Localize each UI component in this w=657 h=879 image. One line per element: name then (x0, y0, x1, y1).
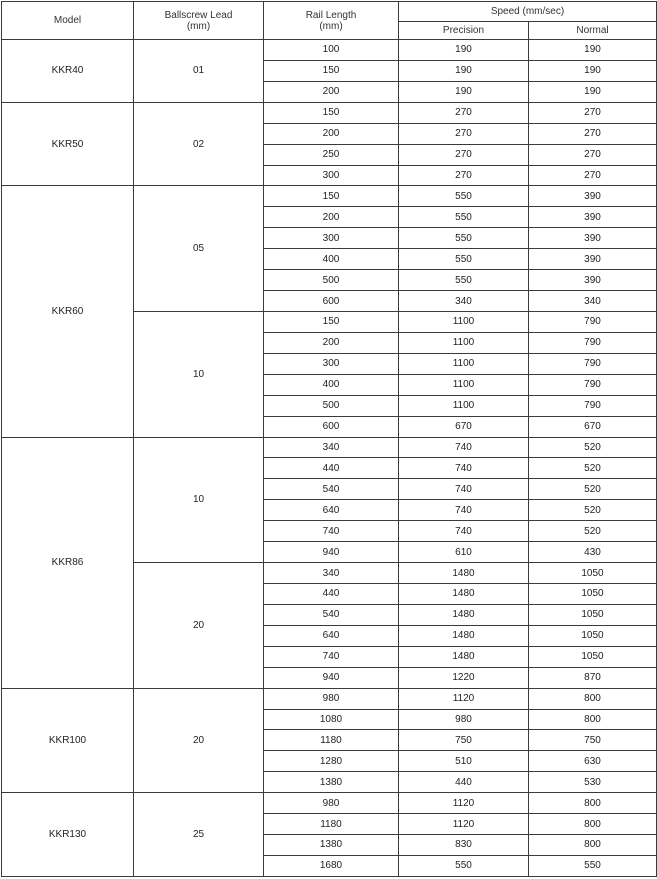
precision-speed-cell: 740 (399, 437, 529, 458)
normal-speed-cell: 800 (529, 688, 657, 709)
rail-length-cell: 980 (264, 688, 399, 709)
normal-speed-cell: 1050 (529, 646, 657, 667)
precision-speed-cell: 1100 (399, 311, 529, 332)
precision-speed-cell: 190 (399, 60, 529, 81)
precision-speed-cell: 1220 (399, 667, 529, 688)
rail-length-cell: 340 (264, 563, 399, 584)
header-ballscrew-lead-label: Ballscrew Lead (164, 9, 233, 21)
header-normal: Normal (529, 22, 657, 40)
rail-length-cell: 600 (264, 416, 399, 437)
table-row (2, 437, 657, 458)
model-cell: KKR100 (2, 688, 134, 793)
normal-speed-cell: 1050 (529, 583, 657, 604)
precision-speed-cell: 550 (399, 186, 529, 207)
ballscrew-lead-cell: 01 (134, 40, 264, 103)
rail-length-cell: 500 (264, 270, 399, 291)
precision-speed-cell: 340 (399, 291, 529, 312)
precision-speed-cell: 1480 (399, 646, 529, 667)
precision-speed-cell: 550 (399, 228, 529, 249)
rail-length-cell: 1080 (264, 709, 399, 730)
precision-speed-cell: 550 (399, 207, 529, 228)
normal-speed-cell: 800 (529, 835, 657, 856)
normal-speed-cell: 520 (529, 521, 657, 542)
precision-speed-cell: 550 (399, 855, 529, 876)
precision-speed-cell: 670 (399, 416, 529, 437)
rail-length-cell: 300 (264, 353, 399, 374)
precision-speed-cell: 190 (399, 40, 529, 61)
precision-speed-cell: 270 (399, 144, 529, 165)
rail-length-cell: 1680 (264, 855, 399, 876)
precision-speed-cell: 270 (399, 165, 529, 186)
normal-speed-cell: 190 (529, 60, 657, 81)
normal-speed-cell: 390 (529, 207, 657, 228)
rail-length-cell: 440 (264, 458, 399, 479)
rail-length-cell: 150 (264, 311, 399, 332)
normal-speed-cell: 790 (529, 353, 657, 374)
precision-speed-cell: 610 (399, 542, 529, 563)
normal-speed-cell: 390 (529, 228, 657, 249)
precision-speed-cell: 1100 (399, 395, 529, 416)
rail-length-cell: 400 (264, 374, 399, 395)
precision-speed-cell: 1480 (399, 563, 529, 584)
table-row (2, 688, 657, 709)
table-row (2, 186, 657, 207)
model-cell: KKR40 (2, 40, 134, 103)
precision-speed-cell: 550 (399, 270, 529, 291)
rail-length-cell: 150 (264, 186, 399, 207)
precision-speed-cell: 1100 (399, 374, 529, 395)
normal-speed-cell: 390 (529, 270, 657, 291)
normal-speed-cell: 1050 (529, 604, 657, 625)
normal-speed-cell: 550 (529, 855, 657, 876)
table-row (2, 793, 657, 814)
precision-speed-cell: 740 (399, 500, 529, 521)
normal-speed-cell: 750 (529, 730, 657, 751)
header-rail-length (264, 2, 399, 40)
rail-length-cell: 200 (264, 207, 399, 228)
normal-speed-cell: 520 (529, 479, 657, 500)
rail-length-cell: 1180 (264, 814, 399, 835)
normal-speed-cell: 520 (529, 437, 657, 458)
rail-length-cell: 940 (264, 542, 399, 563)
ballscrew-lead-cell: 25 (134, 793, 264, 877)
rail-length-cell: 1380 (264, 835, 399, 856)
header-rail-length-unit: (mm) (319, 20, 343, 32)
ballscrew-lead-cell: 10 (134, 311, 264, 437)
rail-length-cell: 340 (264, 437, 399, 458)
rail-length-cell: 740 (264, 646, 399, 667)
precision-speed-cell: 980 (399, 709, 529, 730)
rail-length-cell: 600 (264, 291, 399, 312)
rail-length-cell: 1280 (264, 751, 399, 772)
table-row (2, 102, 657, 123)
rail-length-cell: 500 (264, 395, 399, 416)
normal-speed-cell: 800 (529, 793, 657, 814)
normal-speed-cell: 270 (529, 165, 657, 186)
rail-length-cell: 300 (264, 228, 399, 249)
rail-length-cell: 540 (264, 604, 399, 625)
normal-speed-cell: 870 (529, 667, 657, 688)
normal-speed-cell: 790 (529, 311, 657, 332)
table-body (2, 40, 657, 877)
rail-length-cell: 540 (264, 479, 399, 500)
precision-speed-cell: 1480 (399, 583, 529, 604)
normal-speed-cell: 390 (529, 249, 657, 270)
precision-speed-cell: 510 (399, 751, 529, 772)
precision-speed-cell: 1100 (399, 353, 529, 374)
rail-length-cell: 250 (264, 144, 399, 165)
ballscrew-lead-cell: 20 (134, 688, 264, 793)
header-ballscrew-lead (134, 2, 264, 40)
precision-speed-cell: 740 (399, 479, 529, 500)
rail-length-cell: 940 (264, 667, 399, 688)
normal-speed-cell: 670 (529, 416, 657, 437)
normal-speed-cell: 530 (529, 772, 657, 793)
normal-speed-cell: 520 (529, 500, 657, 521)
precision-speed-cell: 1100 (399, 332, 529, 353)
precision-speed-cell: 550 (399, 249, 529, 270)
precision-speed-cell: 440 (399, 772, 529, 793)
normal-speed-cell: 190 (529, 81, 657, 102)
normal-speed-cell: 270 (529, 123, 657, 144)
rail-length-cell: 640 (264, 625, 399, 646)
rail-length-cell: 1180 (264, 730, 399, 751)
header-model: Model (2, 2, 134, 40)
normal-speed-cell: 790 (529, 395, 657, 416)
normal-speed-cell: 790 (529, 374, 657, 395)
normal-speed-cell: 430 (529, 542, 657, 563)
table-header (2, 2, 657, 40)
rail-length-cell: 400 (264, 249, 399, 270)
table-row (2, 40, 657, 61)
precision-speed-cell: 1120 (399, 793, 529, 814)
normal-speed-cell: 340 (529, 291, 657, 312)
rail-length-cell: 440 (264, 583, 399, 604)
precision-speed-cell: 190 (399, 81, 529, 102)
rail-length-cell: 740 (264, 521, 399, 542)
precision-speed-cell: 750 (399, 730, 529, 751)
normal-speed-cell: 270 (529, 144, 657, 165)
rail-length-cell: 150 (264, 60, 399, 81)
ballscrew-lead-cell: 10 (134, 437, 264, 563)
header-speed: Speed (mm/sec) (399, 2, 657, 22)
normal-speed-cell: 390 (529, 186, 657, 207)
precision-speed-cell: 740 (399, 458, 529, 479)
model-cell: KKR86 (2, 437, 134, 688)
precision-speed-cell: 270 (399, 102, 529, 123)
normal-speed-cell: 190 (529, 40, 657, 61)
rail-length-cell: 1380 (264, 772, 399, 793)
rail-length-cell: 200 (264, 123, 399, 144)
rail-length-cell: 150 (264, 102, 399, 123)
normal-speed-cell: 520 (529, 458, 657, 479)
precision-speed-cell: 740 (399, 521, 529, 542)
normal-speed-cell: 800 (529, 709, 657, 730)
precision-speed-cell: 1120 (399, 688, 529, 709)
normal-speed-cell: 1050 (529, 625, 657, 646)
header-precision: Precision (399, 22, 529, 40)
ballscrew-lead-cell: 02 (134, 102, 264, 186)
precision-speed-cell: 1480 (399, 625, 529, 646)
ballscrew-lead-cell: 05 (134, 186, 264, 312)
rail-length-cell: 980 (264, 793, 399, 814)
precision-speed-cell: 1480 (399, 604, 529, 625)
ballscrew-lead-cell: 20 (134, 563, 264, 689)
normal-speed-cell: 1050 (529, 563, 657, 584)
model-cell: KKR50 (2, 102, 134, 186)
precision-speed-cell: 270 (399, 123, 529, 144)
normal-speed-cell: 800 (529, 814, 657, 835)
rail-length-cell: 100 (264, 40, 399, 61)
header-ballscrew-lead-unit: (mm) (186, 20, 211, 32)
normal-speed-cell: 790 (529, 332, 657, 353)
rail-length-cell: 640 (264, 500, 399, 521)
model-cell: KKR130 (2, 793, 134, 877)
speed-spec-table (1, 1, 657, 877)
rail-length-cell: 200 (264, 332, 399, 353)
rail-length-cell: 300 (264, 165, 399, 186)
header-rail-length-label: Rail Length (305, 9, 357, 21)
normal-speed-cell: 270 (529, 102, 657, 123)
rail-length-cell: 200 (264, 81, 399, 102)
model-cell: KKR60 (2, 186, 134, 437)
precision-speed-cell: 1120 (399, 814, 529, 835)
precision-speed-cell: 830 (399, 835, 529, 856)
normal-speed-cell: 630 (529, 751, 657, 772)
